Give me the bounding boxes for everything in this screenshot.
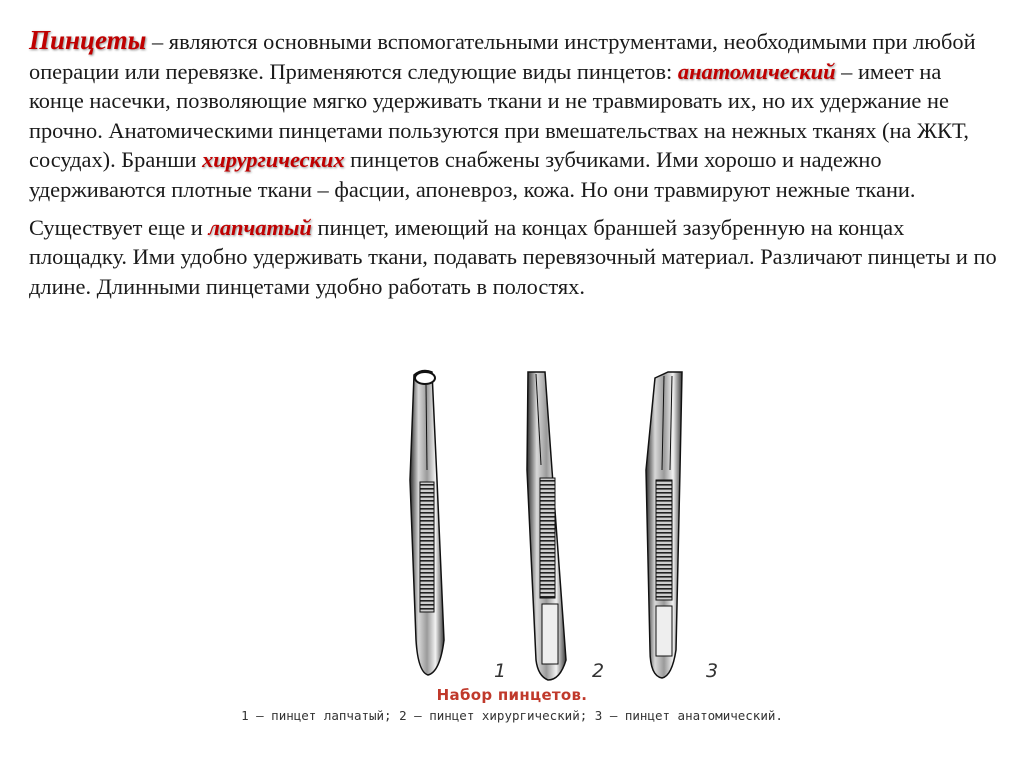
tweezer-anatomical-drawing <box>646 372 682 678</box>
main-text <box>29 26 1001 301</box>
paragraph-1 <box>29 26 1001 205</box>
paragraph-2 <box>29 213 1001 302</box>
paragraph-2-text-1: Существует еще и <box>29 214 209 240</box>
figure-caption: 1 – пинцет лапчатый; 2 – пинцет хирургический; 3 – пинцет анатомический. <box>241 708 783 723</box>
paragraph-2-text-2: пинцет, имеющий на концах браншей зазубренную на концах площадку. Ими удобно удерживать ткани, подавать перевязочный материал. Различают пинцеты и по длине. Длинными пинцетами удобно работать в полостях. <box>29 214 997 299</box>
tweezer-paw-drawing <box>410 371 444 675</box>
figure-number-3: 3 <box>706 660 719 682</box>
paragraph-1-text-1: – являются основными вспомогательными инструментами, необходимыми при любой операции или перевязке. Применяются следующие виды пинцетов: <box>29 29 976 84</box>
term-tweezers: Пинцеты <box>29 25 147 55</box>
term-anatomical: анатомический <box>677 58 836 84</box>
term-surgical: хирургических <box>202 147 345 173</box>
figure-title: Набор пинцетов. <box>436 686 588 704</box>
paragraph-1-text-3: пинцетов снабжены зубчиками. Ими хорошо и надежно удерживаются плотные ткани – фасции, апоневроз, кожа. Но они травмируют нежные ткани. <box>29 147 916 202</box>
figure-number-1: 1 <box>494 660 507 682</box>
tweezer-surgical-drawing <box>527 372 566 680</box>
paragraph-1-text-2: – имеет на конце насечки, позволяющие мягко удерживать ткани и не травмировать их, но их удержание не прочно. Анатомическими пинцетами пользуются при вмешательствах на нежных тканях (на ЖКТ, сосудах). Бранши <box>29 58 969 173</box>
term-paw: лапчатый <box>208 214 312 240</box>
figure-number-2: 2 <box>592 660 605 682</box>
